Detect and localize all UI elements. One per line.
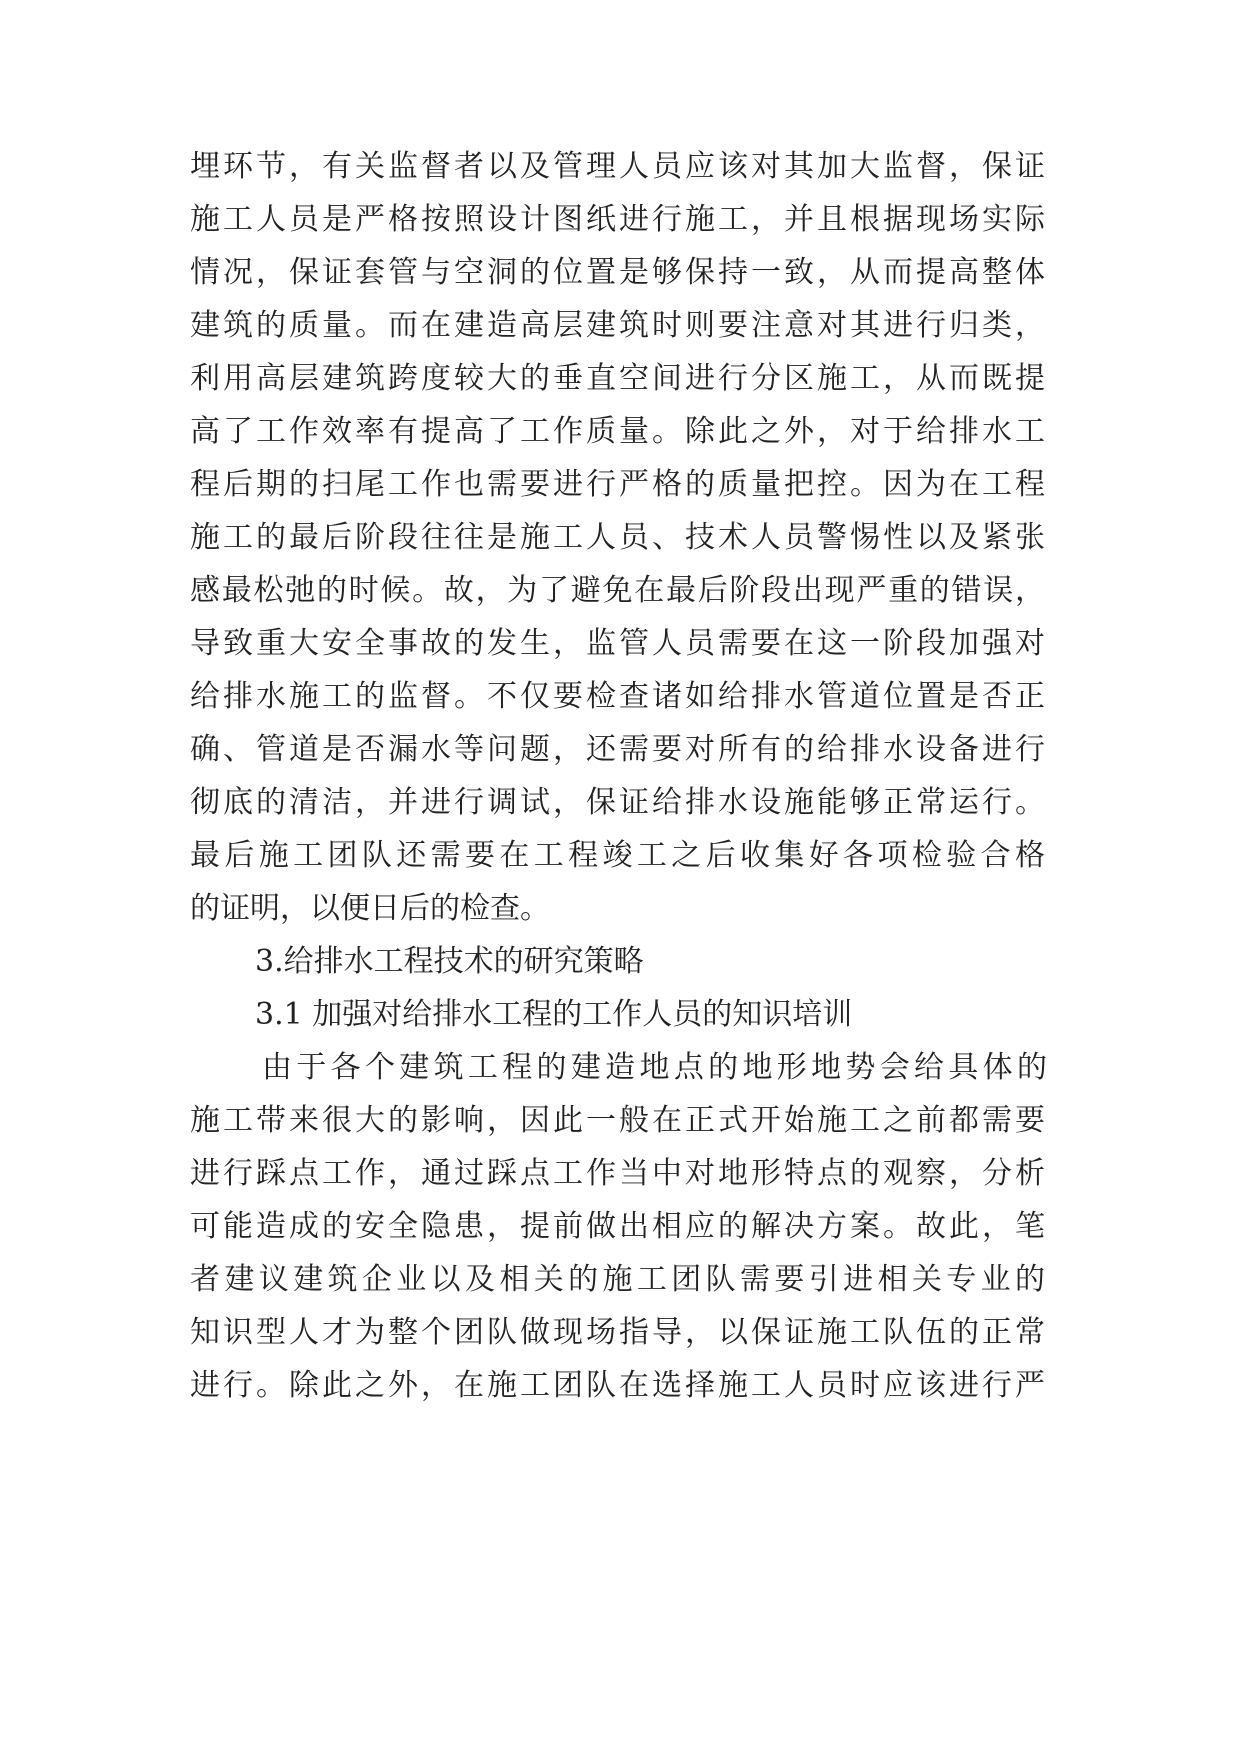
paragraph-1-line: 最后施工团队还需要在工程竣工之后收集好各项检验合格 bbox=[190, 838, 1045, 873]
paragraph-2-line: 知识型人才为整个团队做现场指导，以保证施工队伍的正常 bbox=[190, 1315, 1045, 1350]
paragraph-1-line: 程后期的扫尾工作也需要进行严格的质量把控。因为在工程 bbox=[190, 467, 1045, 502]
paragraph-1-line: 确、管道是否漏水等问题，还需要对所有的给排水设备进行 bbox=[190, 732, 1045, 767]
paragraph-1-line: 彻底的清洁，并进行调试，保证给排水设施能够正常运行。 bbox=[190, 785, 1045, 820]
paragraph-2-line: 进行。除此之外，在施工团队在选择施工人员时应该进行严 bbox=[190, 1368, 1045, 1403]
paragraph-2-line: 进行踩点工作，通过踩点工作当中对地形特点的观察，分析 bbox=[190, 1156, 1045, 1191]
paragraph-1-line: 埋环节，有关监督者以及管理人员应该对其加大监督，保证 bbox=[190, 149, 1045, 184]
paragraph-1-line: 感最松弛的时候。故，为了避免在最后阶段出现严重的错误， bbox=[190, 573, 1045, 608]
paragraph-1-line: 高了工作效率有提高了工作质量。除此之外，对于给排水工 bbox=[190, 414, 1045, 449]
section-heading-3: 3.给排水工程技术的研究策略 bbox=[255, 944, 644, 979]
paragraph-1-line: 导致重大安全事故的发生，监管人员需要在这一阶段加强对 bbox=[190, 626, 1045, 661]
paragraph-1-line: 利用高层建筑跨度较大的垂直空间进行分区施工，从而既提 bbox=[190, 361, 1045, 396]
section-heading-3-1: 3.1 加强对给排水工程的工作人员的知识培训 bbox=[255, 997, 853, 1032]
paragraph-1-line: 施工的最后阶段往往是施工人员、技术人员警惕性以及紧张 bbox=[190, 520, 1045, 555]
paragraph-2-line: 者建议建筑企业以及相关的施工团队需要引进相关专业的 bbox=[190, 1262, 1045, 1297]
paragraph-2-line: 可能造成的安全隐患，提前做出相应的解决方案。故此，笔 bbox=[190, 1209, 1045, 1244]
paragraph-1-line: 施工人员是严格按照设计图纸进行施工，并且根据现场实际 bbox=[190, 202, 1045, 237]
paragraph-1-line: 情况，保证套管与空洞的位置是够保持一致，从而提高整体 bbox=[190, 255, 1045, 290]
paragraph-1-line: 建筑的质量。而在建造高层建筑时则要注意对其进行归类， bbox=[190, 308, 1045, 343]
paragraph-1-last-line: 的证明，以便日后的检查。 bbox=[190, 891, 550, 926]
paragraph-1-line: 给排水施工的监督。不仅要检查诸如给排水管道位置是否正 bbox=[190, 679, 1045, 714]
paragraph-2-line: 施工带来很大的影响，因此一般在正式开始施工之前都需要 bbox=[190, 1103, 1045, 1138]
paragraph-2-first-line: 由于各个建筑工程的建造地点的地形地势会给具体的 bbox=[262, 1050, 1047, 1085]
